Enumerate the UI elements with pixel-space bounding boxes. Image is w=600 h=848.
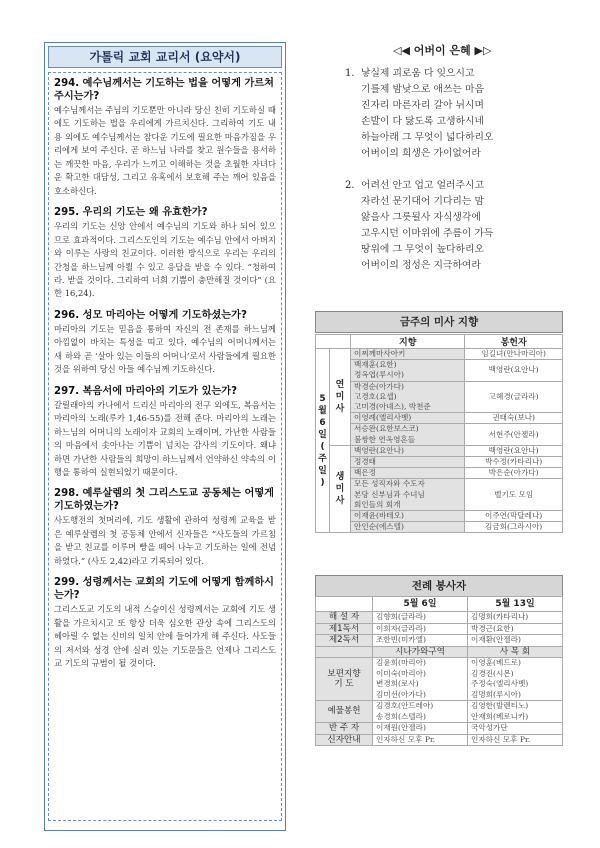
stanza-number: 1. [345, 68, 355, 79]
mass-intent: 이찌께마사아키 [351, 349, 465, 360]
servers-name: 김향희(글라라) [373, 612, 468, 624]
servers-row [316, 701, 563, 723]
mass-header-intent: 지향 [351, 335, 465, 349]
servers-name: 인자하신 모후 Pr. [468, 734, 563, 746]
mass-intent: 이재윤(바테오) [351, 511, 465, 522]
poem-line: 어버이의 정성은 지극하여라 [361, 260, 481, 271]
poem-line: 어려선 안고 업고 얼러주시고 [361, 180, 484, 191]
mass-header-blank [316, 335, 351, 349]
poem-line: 고우시던 이마위에 주름이 가득 [361, 228, 494, 239]
qa-item [54, 309, 276, 377]
qa-item [54, 385, 276, 480]
poem-body [345, 66, 585, 290]
catechism-body [48, 72, 282, 821]
poem-title: ◁◀ 어버이 은혜 ▶▷ [393, 44, 492, 57]
stanza-lines [361, 66, 493, 162]
question-heading: 296. 성모 마리아는 어떻게 기도하셨는가? [54, 309, 247, 321]
mass-intent: 모든 성직자와 수도자 본당 신부님과 수녀님 회인들의 회개 [351, 479, 465, 511]
question-heading: 297. 복음서에 마리아의 기도가 있는가? [54, 385, 238, 397]
answer-text: 예수님께서는 주님의 기도뿐만 아니라 당신 친히 기도하실 때에도 기도하는 법을 우리에게 가르치신다. 그리하여 기도 내용 외에도 예수님께서는 참다운 기도에 필요한 마음가짐을 우리에게 보여 주신다. 곧 하느님 나라를 찾고 원수들을 용서하는 깨끗한 마음, 우리가 느끼고 이해하는 것을 초월한 자녀다운 확고한 대담성, 그리고 유혹에서 보호해 주는 깨어 있음을 호소하신다. [54, 105, 276, 196]
mass-group-label: 연 미 사 [330, 349, 351, 446]
mass-row [316, 413, 563, 424]
servers-name: 이영훈(베드로) 김경진(시몬) 주정숙(엘리사벳) 김명희(루시아) [468, 658, 563, 701]
servers-date: 5월 13일 [468, 597, 563, 612]
mass-intent: 서승완(요한보스코) 불쌍한 연옥영혼들 [351, 424, 465, 445]
servers-name: 조한빈(미카엘) [373, 635, 468, 647]
catechism-title: 가톨릭 교회 교리서 (요약서) [48, 46, 282, 68]
mass-row [316, 360, 563, 381]
mass-row [316, 445, 563, 456]
poem-line: 진자리 마른자리 갈아 뉘시며 [361, 100, 484, 111]
servers-date: 5월 6일 [373, 597, 468, 612]
mass-intent: 이영례(엘리사벳) [351, 413, 465, 424]
mass-donor: 고혜경(글라라) [465, 381, 563, 413]
mass-donor: 박수정(카타리나) [465, 457, 563, 468]
servers-name: 인자하신 모후 Pr. [373, 734, 468, 746]
poem-line: 하늘아래 그 무엇이 넓다하리오 [361, 132, 494, 143]
mass-group-label: 생 미 사 [330, 445, 351, 533]
mass-donor: 벨기도 모임 [465, 479, 563, 511]
answer-text: 마리아의 기도는 믿음을 통하여 자신의 전 존재를 하느님께 아낌없이 바치는 특성을 띠고 있다. 예수님의 어머니께서는 새 하와 곧 ‘살아 있는 이들의 어머니’로서 사람들에게 필요한 것을 위하여 당신 아들 예수님께 기도하신다. [54, 323, 276, 375]
servers-blank [316, 646, 373, 658]
question-heading: 295. 우리의 기도는 왜 유효한가? [54, 207, 208, 219]
mass-intent: 정경태 [351, 457, 465, 468]
mass-row [316, 424, 563, 445]
mass-row [316, 511, 563, 522]
servers-name: 이재환(안젤라) [468, 635, 563, 647]
mass-intent: 안인순(에스텔) [351, 522, 465, 533]
servers-row [316, 623, 563, 635]
mass-row [316, 468, 563, 479]
catechism-panel [44, 42, 286, 831]
qa-item [54, 487, 276, 568]
servers-row [316, 723, 563, 735]
servers-role: 제2독서 [316, 635, 373, 647]
servers-row [316, 635, 563, 647]
question-heading: 298. 예루살렘의 첫 그리스도교 공동체는 어떻게 기도하였는가? [54, 488, 275, 513]
mass-donor: 권태숙(보나) [465, 413, 563, 424]
poem-line: 손발이 다 닳도록 고생하시네 [361, 116, 484, 127]
qa-item [54, 576, 276, 670]
servers-name: 김명희(카타리나) [468, 612, 563, 624]
poem-line: 어버이의 희생은 가이없어라 [361, 148, 481, 159]
servers-name: 김영한(발렌티노) 안재희(베로니카) [468, 701, 563, 723]
answer-text: 그리스도교 기도의 내적 스승이신 성령께서는 교회에 기도 생활을 가르치시고 또 항상 더욱 심오한 관상 속에 그리스도의 헤아릴 수 없는 신비의 일치 안에 들어가게 해 주신다. 사도들의 저서와 성경 안에 실려 있는 기도문들은 언제나 그리스도교 기도의 규범이 될 것이다. [54, 604, 276, 669]
mass-intent: 백재훈(요한) 정옥엽(루시아) [351, 360, 465, 381]
question-heading: 299. 성령께서는 교회의 기도에 어떻게 함께하시는가? [54, 577, 275, 602]
answer-text: 갈릴래아의 카나에서 드리신 마리아의 전구 외에도, 복음서는 마리아의 노래(루카 1,46-55)를 전해 준다. 마리아의 노래는 하느님의 어머니의 노래이자 교회의 노래이며, 가난한 사람들의 마음에서 솟아나는 기쁨이 넘치는 감사의 기도이다. 왜냐하면 가난한 사람들의 희망이 하느님께서 언약하신 약속의 이행을 통하여 실현되었기 때문이다. [54, 399, 276, 477]
answer-text: 우리의 기도는 신앙 안에서 예수님의 기도와 하나 되어 있으므로 효과적이다. 그리스도인의 기도는 예수님 안에서 아버지와 이루는 사랑의 친교이다. 이러한 방식으로 우리는 우리의 간청을 하느님께 아뢸 수 있고 응답을 받을 수 있다. “청하여라. 받을 것이다. 그리하여 너희 기쁨이 충만해질 것이다” (요한 16,24). [54, 221, 276, 299]
mass-donor: 박은순(아가다) [465, 468, 563, 479]
servers-role: 해 설 자 [316, 612, 373, 624]
poem-line: 낳실제 괴로움 다 잊으시고 [361, 68, 475, 79]
servers-blank [316, 597, 373, 612]
servers-group-row [316, 646, 563, 658]
mass-intent: 박경순(아가다) 고경호(요셉) 고미경(아녜스), 박천준 [351, 381, 465, 413]
mass-row [316, 522, 563, 533]
mass-donor: 서현주(안젤라) [465, 424, 563, 445]
mass-header-donor: 봉헌자 [465, 335, 563, 349]
liturgy-servers-table [315, 596, 563, 746]
servers-name: 박경근(요한) [468, 623, 563, 635]
mass-day: 5 월 6 일 ( 주 일 ) [316, 349, 330, 533]
poem-stanza [345, 178, 585, 274]
servers-name: 국악성가단 [468, 723, 563, 735]
answer-text: 사도행전의 첫머리에, 기도 생활에 관하여 성령께 교육을 받은 예루살렘의 첫 공동체 안에서 신자들은 “사도들의 가르침을 받고 친교를 이루며 빵을 떼어 나누고 기도하는 일에 전념하였다.” (사도 2,42)라고 기록되어 있다. [54, 515, 276, 566]
servers-row [316, 658, 563, 701]
mass-donor: 이주연(막달레나) [465, 511, 563, 522]
poem-line: 앓을사 그릇될사 자식생각에 [361, 212, 481, 223]
mass-row [316, 349, 563, 360]
mass-donor: 김금희(그라시아) [465, 522, 563, 533]
servers-role: 반 주 자 [316, 723, 373, 735]
qa-item [54, 77, 276, 198]
mass-donor: 백영란(요안나) [465, 445, 563, 456]
mass-row [316, 457, 563, 468]
liturgy-servers-title: 전례 봉사자 [315, 575, 563, 597]
mass-donor: 임길녀(안나마리아) [465, 349, 563, 360]
servers-role: 보편지향 기 도 [316, 658, 373, 701]
servers-date-row [316, 597, 563, 612]
servers-row [316, 612, 563, 624]
servers-name: 김윤희(마리아) 이미숙(마리아) 변경희(로사) 김미선(아가다) [373, 658, 468, 701]
mass-intent: 백은정 [351, 468, 465, 479]
servers-role: 신자안내 [316, 734, 373, 746]
servers-name: 이재원(안젤라) [373, 723, 468, 735]
servers-row [316, 734, 563, 746]
poem-line: 자라선 문기대어 기다리는 맘 [361, 196, 484, 207]
qa-item [54, 206, 276, 301]
question-heading: 294. 예수님께서는 기도하는 법을 어떻게 가르쳐 주시는가? [54, 78, 275, 102]
poem-line: 기를제 밤낮으로 애쓰는 마음 [361, 84, 484, 95]
servers-name: 이희자(글라라) [373, 623, 468, 635]
mass-row [316, 381, 563, 413]
mass-donor: 백영란(요안나) [465, 360, 563, 381]
servers-name: 김경호(안드레아) 송경희(스텔라) [373, 701, 468, 723]
servers-group: 시나가와구역 [373, 646, 468, 658]
servers-group: 사 목 회 [468, 646, 563, 658]
poem-line: 땅위에 그 무엇이 높다하리오 [361, 244, 484, 255]
stanza-number: 2. [345, 180, 355, 191]
servers-role: 제1독서 [316, 623, 373, 635]
servers-role: 예물봉헌 [316, 701, 373, 723]
poem-stanza [345, 66, 585, 162]
stanza-lines [361, 178, 493, 274]
mass-intention-table [315, 334, 563, 533]
mass-intention-title: 금주의 미사 지향 [315, 311, 563, 333]
mass-intent: 백영란(요안나) [351, 445, 465, 456]
mass-row [316, 479, 563, 511]
